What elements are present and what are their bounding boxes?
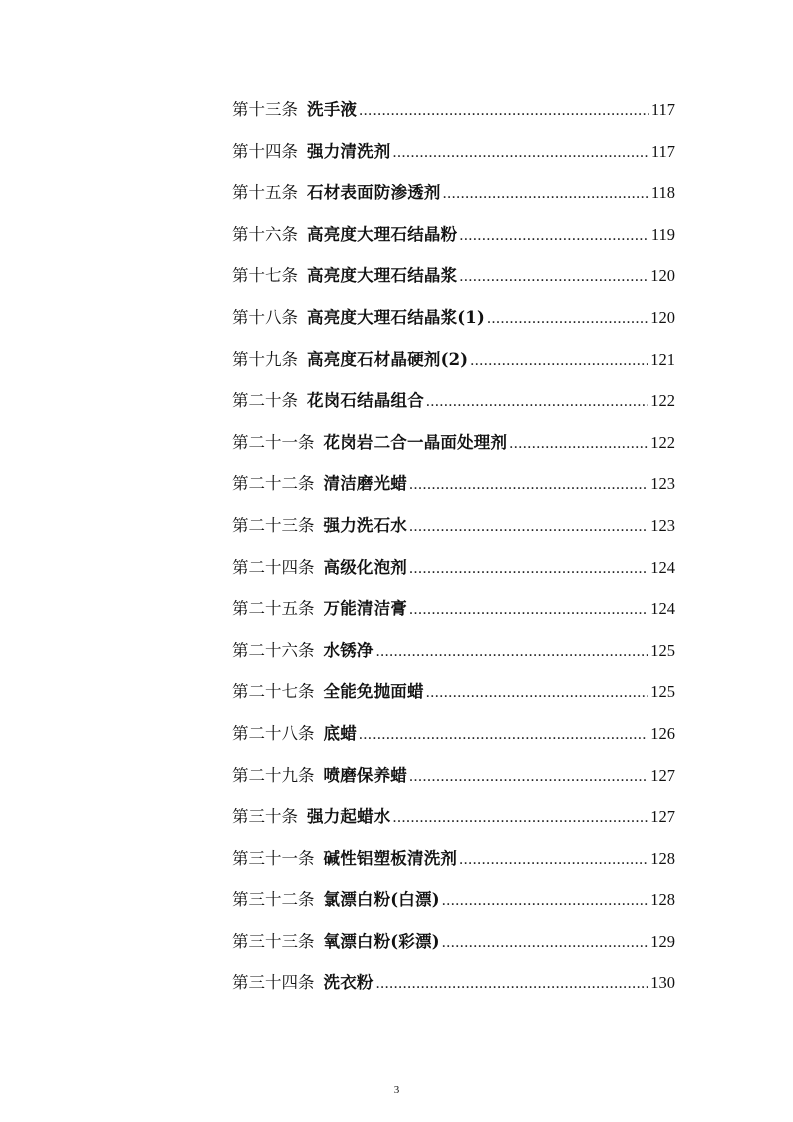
entry-title: 高亮度大理石结晶浆: [307, 266, 458, 286]
dot-leader: [393, 132, 649, 174]
toc-row[interactable]: [232, 463, 675, 505]
dot-leader: [442, 880, 649, 922]
dot-leader: [426, 672, 649, 714]
page-number: 117: [650, 100, 675, 119]
dot-leader: [409, 464, 648, 506]
dot-leader: [376, 963, 649, 1005]
entry-title: 花岗岩二合一晶面处理剂: [323, 432, 508, 452]
toc-row[interactable]: [232, 755, 675, 797]
page-number: 129: [650, 931, 675, 951]
page-number: 128: [650, 848, 675, 868]
dot-leader: [393, 797, 649, 839]
page-number: 130: [650, 973, 675, 993]
page-number: 121: [650, 349, 675, 369]
dot-leader: [376, 631, 649, 673]
article-number: 第十五条: [232, 183, 298, 203]
page-number: 124: [650, 599, 675, 619]
entry-title: 高亮度大理石结晶粉: [307, 224, 458, 244]
page-number: 126: [650, 723, 675, 743]
article-number: 第二十一条: [232, 432, 315, 452]
entry-title: 万能清洁膏: [323, 599, 407, 619]
dot-leader: [409, 756, 648, 798]
toc-row[interactable]: [232, 879, 675, 921]
entry-title: 高亮度石材晶硬剂(2): [307, 349, 469, 369]
toc-row[interactable]: [232, 630, 675, 672]
toc-row[interactable]: [232, 588, 675, 630]
toc-row[interactable]: [232, 921, 675, 963]
page-number: 120: [650, 266, 675, 286]
entry-title: 强力洗石水: [323, 515, 407, 535]
page-number: 122: [650, 391, 675, 411]
article-number: 第二十三条: [232, 515, 315, 535]
dot-leader: [487, 298, 648, 340]
page-number: 119: [650, 224, 675, 244]
toc-row[interactable]: [232, 796, 675, 838]
toc-row[interactable]: [232, 671, 675, 713]
dot-leader: [409, 506, 648, 548]
article-number: 第二十九条: [232, 765, 315, 785]
entry-title: 石材表面防渗透剂: [307, 183, 441, 203]
entry-title: 高亮度大理石结晶浆(1): [307, 307, 485, 327]
article-number: 第二十二条: [232, 474, 315, 494]
dot-leader: [409, 589, 648, 631]
article-number: 第二十七条: [232, 682, 315, 702]
dot-leader: [409, 548, 648, 590]
toc-row[interactable]: [232, 297, 675, 339]
entry-title: 全能免抛面蜡: [323, 682, 424, 702]
article-number: 第三十二条: [232, 890, 315, 910]
dot-leader: [459, 256, 648, 298]
article-number: 第二十六条: [232, 640, 315, 660]
toc-row[interactable]: [232, 131, 675, 173]
toc-row[interactable]: [232, 547, 675, 589]
page-number: 127: [650, 765, 675, 785]
toc-row[interactable]: [232, 89, 675, 131]
article-number: 第二十四条: [232, 557, 315, 577]
toc-row[interactable]: [232, 255, 675, 297]
dot-leader: [359, 90, 649, 132]
dot-leader: [359, 714, 648, 756]
entry-title: 洗衣粉: [323, 973, 374, 993]
toc-row[interactable]: [232, 380, 675, 422]
page-number: 118: [650, 183, 675, 203]
toc-row[interactable]: [232, 214, 675, 256]
article-number: 第三十三条: [232, 931, 315, 951]
footer-page-number: 3: [393, 1084, 400, 1096]
toc-row[interactable]: [232, 422, 675, 464]
article-number: 第三十一条: [232, 848, 315, 868]
dot-leader: [459, 839, 648, 881]
article-number: 第二十五条: [232, 599, 315, 619]
page-number: 127: [650, 807, 675, 827]
entry-title: 碱性铝塑板清洗剂: [323, 848, 458, 868]
table-of-contents: [232, 89, 675, 1004]
article-number: 第十七条: [232, 266, 298, 286]
page-number: 125: [650, 640, 675, 660]
entry-title: 氯漂白粉(白漂): [323, 890, 440, 910]
article-number: 第十六条: [232, 224, 298, 244]
dot-leader: [459, 215, 649, 257]
article-number: 第三十四条: [232, 973, 315, 993]
toc-row[interactable]: [232, 505, 675, 547]
page-number: 125: [650, 682, 675, 702]
dot-leader: [470, 340, 648, 382]
entry-title: 高级化泡剂: [323, 557, 407, 577]
page-number: 117: [650, 141, 675, 161]
page-number: 123: [650, 515, 675, 535]
article-number: 第二十条: [232, 391, 298, 411]
article-number: 第二十八条: [232, 723, 315, 743]
dot-leader: [442, 922, 649, 964]
entry-title: 花岗石结晶组合: [307, 391, 424, 411]
page-number: 122: [650, 432, 675, 452]
toc-row[interactable]: [232, 339, 675, 381]
page-number: 123: [650, 474, 675, 494]
dot-leader: [443, 173, 649, 215]
entry-title: 氧漂白粉(彩漂): [323, 931, 440, 951]
dot-leader: [426, 381, 648, 423]
entry-title: 喷磨保养蜡: [323, 765, 407, 785]
entry-title: 洗手液: [307, 100, 358, 119]
article-number: 第十九条: [232, 349, 298, 369]
page-number: 124: [650, 557, 675, 577]
article-number: 第十三条: [232, 100, 298, 119]
toc-row[interactable]: [232, 838, 675, 880]
entry-title: 底蜡: [323, 723, 357, 743]
toc-row[interactable]: [232, 962, 675, 1004]
entry-title: 强力清洗剂: [307, 141, 391, 161]
entry-title: 清洁磨光蜡: [323, 474, 407, 494]
page-number: 128: [650, 890, 675, 910]
article-number: 第十四条: [232, 141, 298, 161]
dot-leader: [509, 423, 648, 465]
page-number: 120: [650, 307, 675, 327]
article-number: 第三十条: [232, 807, 298, 827]
toc-row[interactable]: [232, 172, 675, 214]
article-number: 第十八条: [232, 307, 298, 327]
toc-row[interactable]: [232, 713, 675, 755]
entry-title: 水锈净: [323, 640, 374, 660]
entry-title: 强力起蜡水: [307, 807, 391, 827]
